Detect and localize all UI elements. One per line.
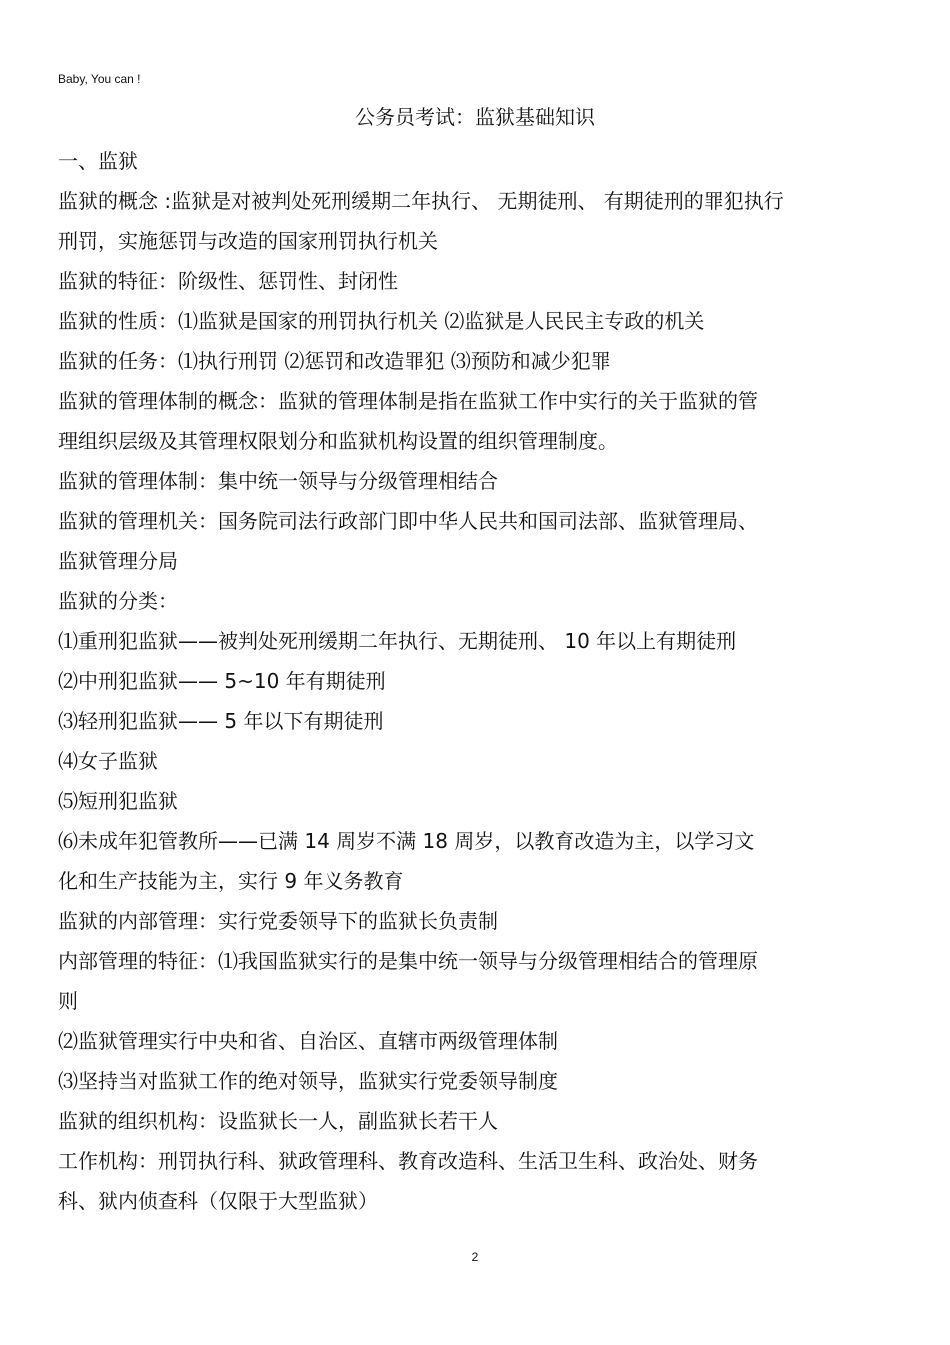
text-line: 监狱的内部管理：实行党委领导下的监狱长负责制 [58, 909, 498, 933]
text-line: 科、狱内侦查科（仅限于大型监狱） [58, 1189, 378, 1213]
text-line: 监狱的组织机构：设监狱长一人，副监狱长若干人 [58, 1109, 498, 1133]
section-heading: 一、监狱 [58, 149, 138, 173]
list-item: ⑹未成年犯管教所——已满 14 周岁不满 18 周岁，以教育改造为主，以学习文 [58, 829, 755, 853]
text-line: 监狱的管理体制的概念：监狱的管理体制是指在监狱工作中实行的关于监狱的管 [58, 389, 758, 413]
list-item: ⑵监狱管理实行中央和省、自治区、直辖市两级管理体制 [58, 1029, 558, 1053]
text-line: 监狱的任务：⑴执行刑罚 ⑵惩罚和改造罪犯 ⑶预防和减少犯罪 [58, 349, 611, 373]
text-line: 监狱的性质：⑴监狱是国家的刑罚执行机关 ⑵监狱是人民民主专政的机关 [58, 309, 705, 333]
text-line: 监狱的特征：阶级性、惩罚性、封闭性 [58, 269, 398, 293]
list-item: ⑸短刑犯监狱 [58, 789, 178, 813]
list-item: ⑶坚持当对监狱工作的绝对领导，监狱实行党委领导制度 [58, 1069, 558, 1093]
text-line: 则 [58, 989, 78, 1013]
text-line: 理组织层级及其管理权限划分和监狱机构设置的组织管理制度。 [58, 429, 618, 453]
text-line: 监狱的管理机关：国务院司法行政部门即中华人民共和国司法部、监狱管理局、 [58, 509, 758, 533]
list-item: ⑵中刑犯监狱—— 5~10 年有期徒刑 [58, 669, 386, 693]
text-line: 监狱管理分局 [58, 549, 178, 573]
document-title: 公务员考试：监狱基础知识 [355, 105, 595, 129]
text-line: 化和生产技能为主，实行 9 年义务教育 [58, 869, 404, 893]
list-item: ⑴重刑犯监狱——被判处死刑缓期二年执行、无期徒刑、 10 年以上有期徒刑 [58, 629, 737, 653]
text-line: 监狱的概念 :监狱是对被判处死刑缓期二年执行、 无期徒刑、 有期徒刑的罪犯执行 [58, 189, 784, 213]
text-line: 刑罚，实施惩罚与改造的国家刑罚执行机关 [58, 229, 438, 253]
text-line: 监狱的分类： [58, 589, 178, 613]
document-body [58, 146, 908, 1226]
page-number: 2 [471, 1250, 479, 1264]
text-line: 工作机构：刑罚执行科、狱政管理科、教育改造科、生活卫生科、政治处、财务 [58, 1149, 758, 1173]
list-item: ⑷女子监狱 [58, 749, 158, 773]
text-line: 监狱的管理体制：集中统一领导与分级管理相结合 [58, 469, 498, 493]
list-item: ⑶轻刑犯监狱—— 5 年以下有期徒刑 [58, 709, 384, 733]
text-line: 内部管理的特征：⑴我国监狱实行的是集中统一领导与分级管理相结合的管理原 [58, 949, 758, 973]
header-note: Baby, You can ! [58, 72, 141, 86]
